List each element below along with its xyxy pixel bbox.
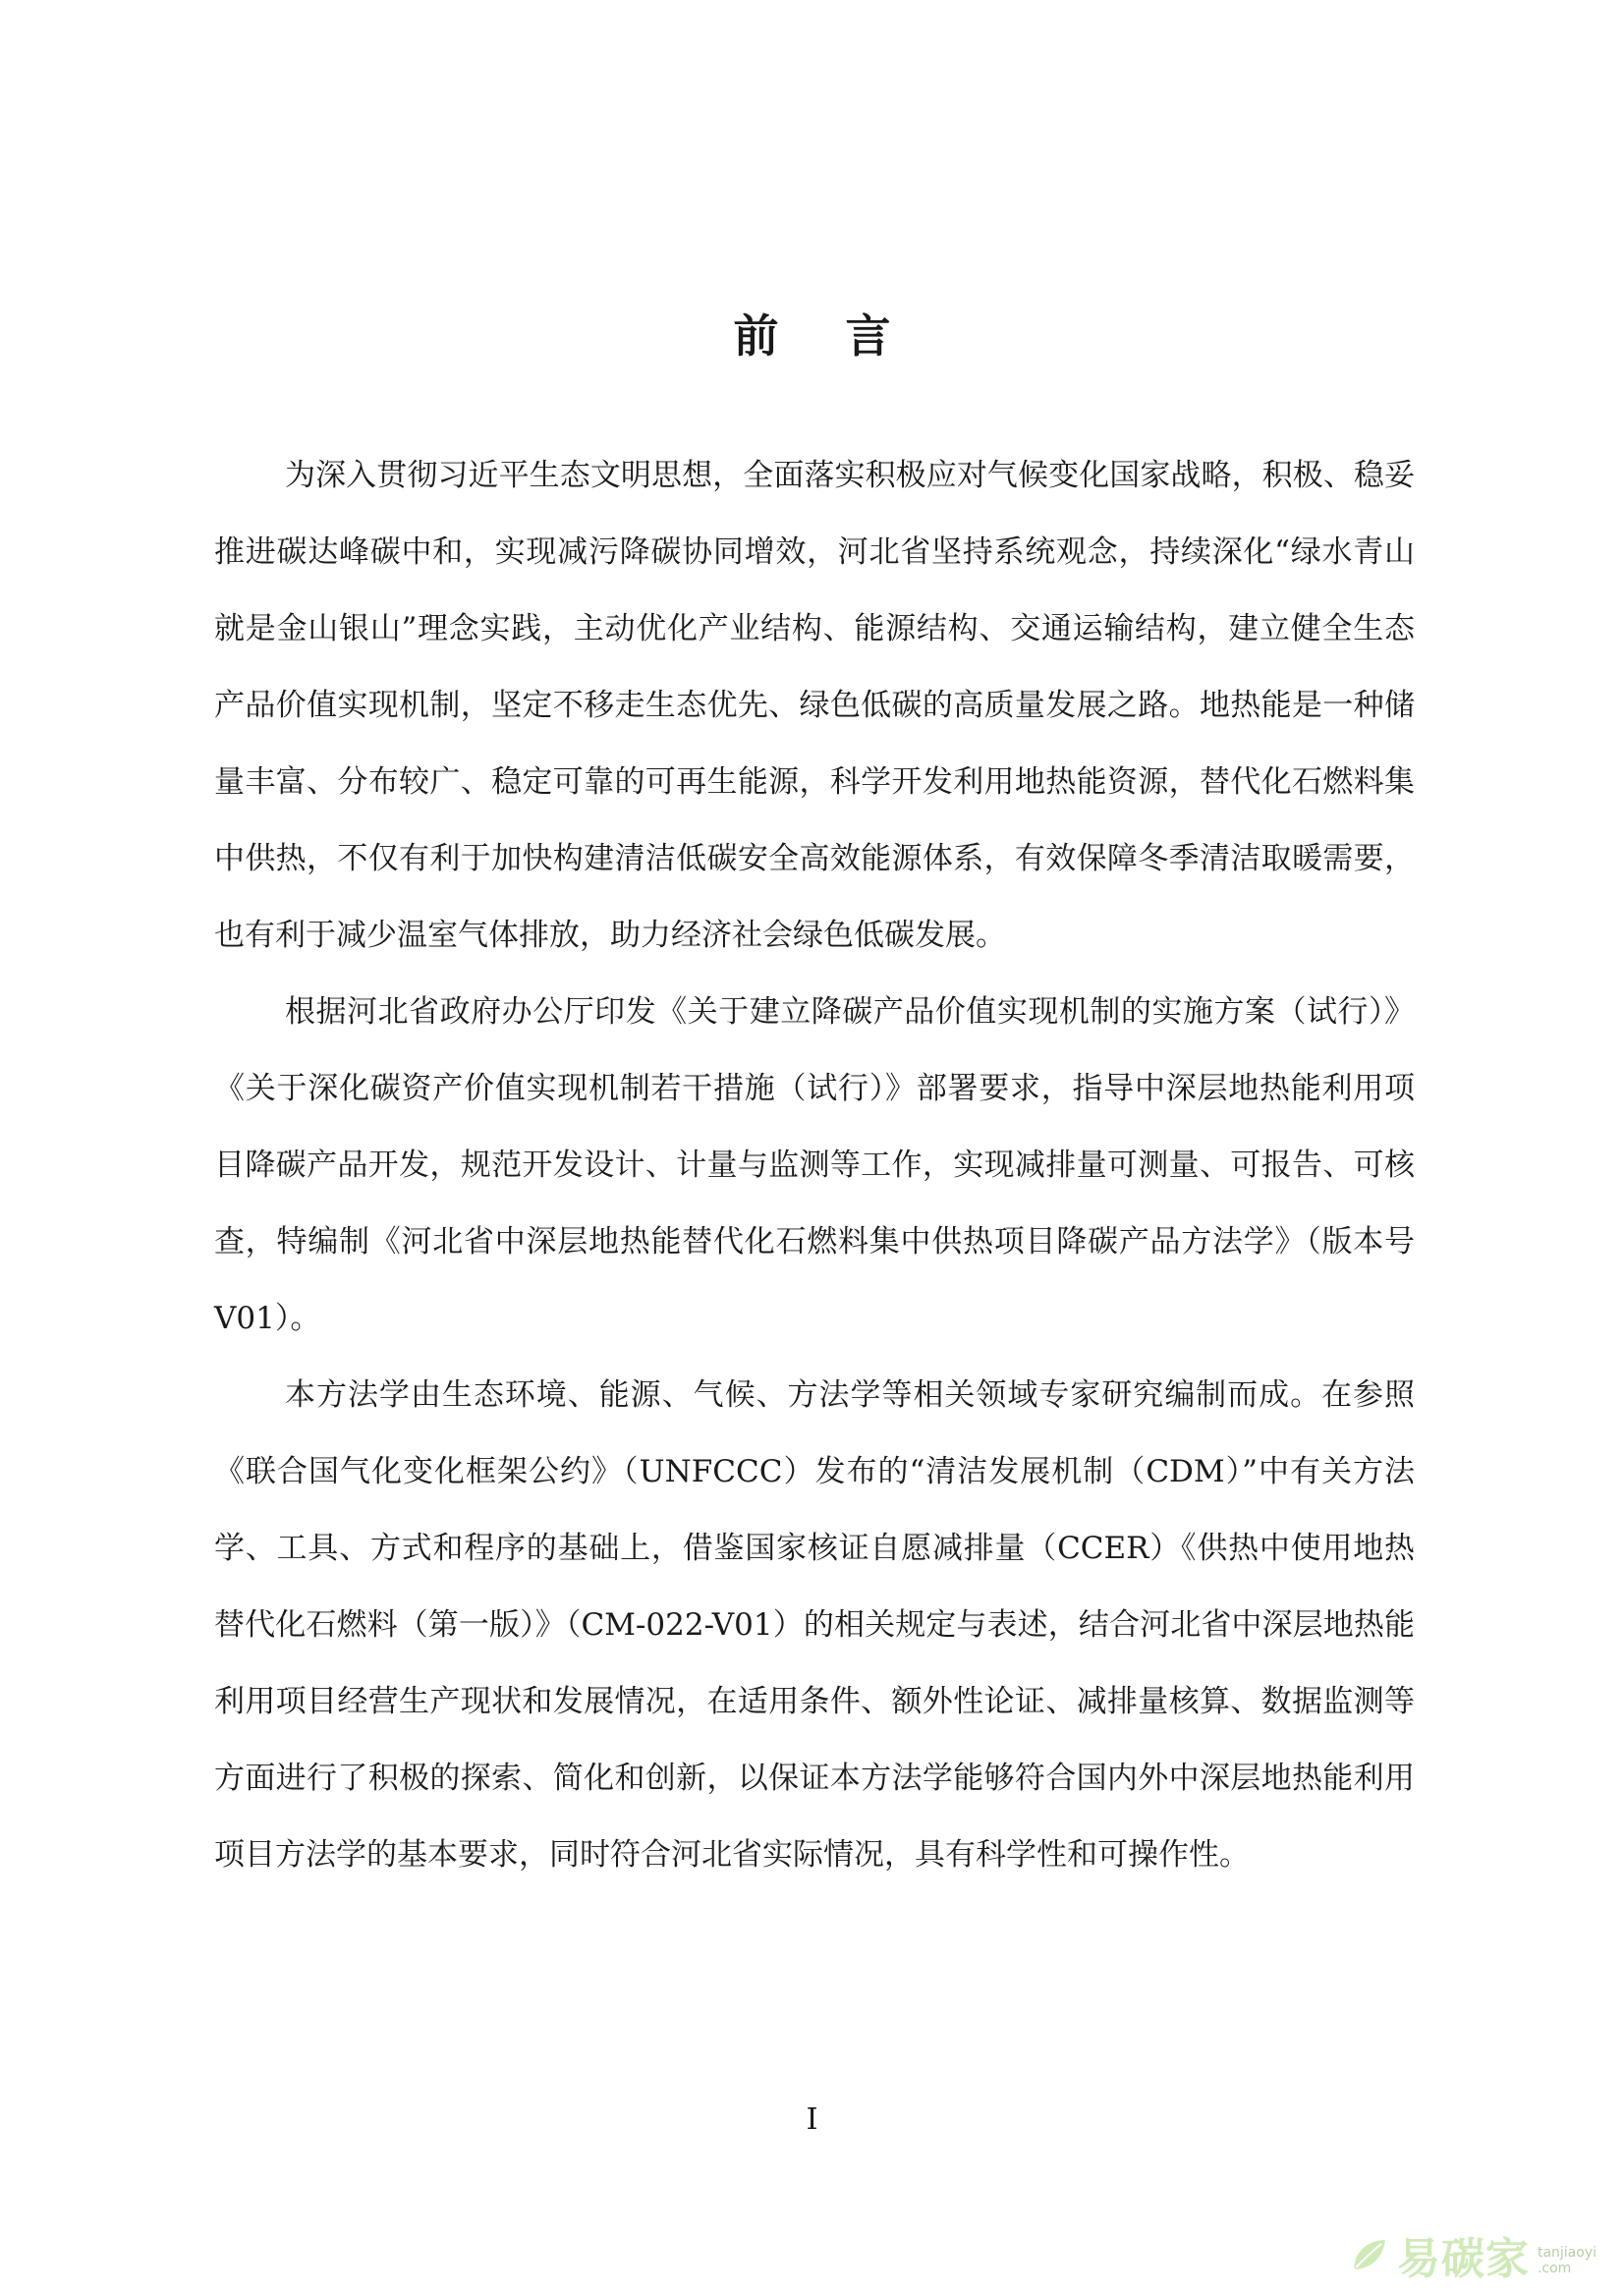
body-text: [214, 437, 1415, 1893]
page-number: I: [806, 2102, 818, 2137]
watermark-logo: [1348, 2223, 1596, 2286]
leaf-icon: [1348, 2234, 1389, 2275]
page-title: 前 言: [733, 309, 917, 363]
watermark-text: 易碳家: [1396, 2234, 1530, 2284]
watermark-domain: [1538, 2245, 1596, 2276]
paragraph-1: 为深入贯彻习近平生态文明思想，全面落实积极应对气候变化国家战略，积极、稳妥推进碳达峰碳中和，实现减污降碳协同增效，河北省坚持系统观念，持续深化“绿水青山就是金山银山”理念实践，主动优化产业结构、能源结构、交通运输结构，建立健全生态产品价值实现机制，坚定不移走生态优先、绿色低碳的高质量发展之路。地热能是一种储量丰富、分布较广、稳定可靠的可再生能源，科学开发利用地热能资源，替代化石燃料集中供热，不仅有利于加快构建清洁低碳安全高效能源体系，有效保障冬季清洁取暖需要，也有利于减少温室气体排放，助力经济社会绿色低碳发展。: [214, 458, 1415, 953]
watermark-domain-line1: tanjiaoyi: [1537, 2245, 1596, 2261]
paragraph-3: 本方法学由生态环境、能源、气候、方法学等相关领域专家研究编制而成。在参照《联合国气化变化框架公约》（UNFCCC）发布的“清洁发展机制（CDM）”中有关方法学、工具、方式和程序的基础上，借鉴国家核证自愿减排量（CCER）《供热中使用地热替代化石燃料（第一版）》（CM-022-V01）的相关规定与表述，结合河北省中深层地热能利用项目经营生产现状和发展情况，在适用条件、额外性论证、减排量核算、数据监测等方面进行了积极的探索、简化和创新，以保证本方法学能够符合国内外中深层地热能利用项目方法学的基本要求，同时符合河北省实际情况，具有科学性和可操作性。: [214, 1377, 1415, 1873]
watermark-domain-line2: .com: [1537, 2261, 1572, 2276]
paragraph-2: 根据河北省政府办公厅印发《关于建立降碳产品价值实现机制的实施方案（试行）》《关于深化碳资产价值实现机制若干措施（试行）》部署要求，指导中深层地热能利用项目降碳产品开发，规范开发设计、计量与监测等工作，实现减排量可测量、可报告、可核查，特编制《河北省中深层地热能替代化石燃料集中供热项目降碳产品方法学》（版本号 V01）。: [214, 994, 1415, 1336]
